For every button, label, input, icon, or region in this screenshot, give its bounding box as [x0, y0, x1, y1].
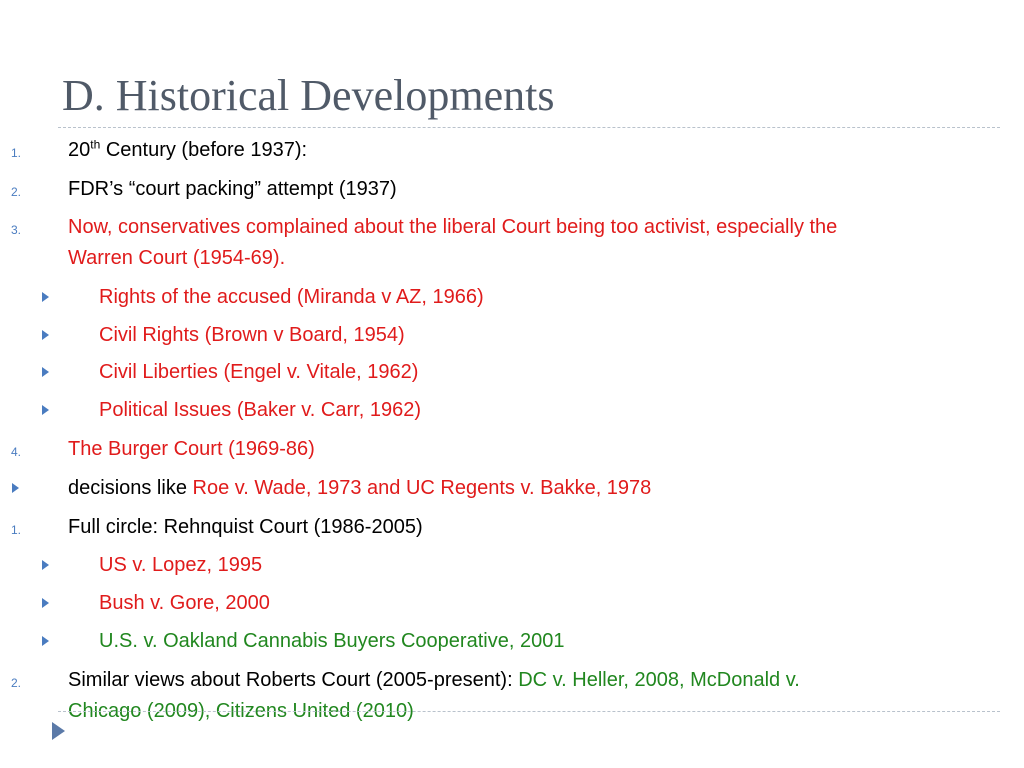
footer-divider [58, 711, 1000, 712]
slide-title: D. Historical Developments [62, 71, 555, 120]
list-text-continued: Chicago (2009), Citizens United (2010) [68, 700, 414, 722]
list-text: Full circle: Rehnquist Court (1986-2005) [68, 516, 423, 538]
triangle-right-icon [42, 405, 49, 415]
list-text: FDR’s “court packing” attempt (1937) [68, 178, 397, 200]
list-text: Now, conservatives complained about the liberal Court being too activist, especially the [68, 216, 838, 238]
triangle-right-icon [42, 560, 49, 570]
list-text: Similar views about Roberts Court (2005-present): DC v. Heller, 2008, McDonald v. [68, 669, 800, 691]
sub-bullet-text: Rights of the accused (Miranda v AZ, 1966) [99, 286, 484, 308]
bullet-text: decisions like Roe v. Wade, 1973 and UC Regents v. Bakke, 1978 [68, 477, 652, 499]
list-text: 20th Century (before 1937): [68, 137, 308, 161]
triangle-right-icon [12, 483, 19, 493]
list-number: 1. [11, 523, 22, 537]
sub-bullet-text: Political Issues (Baker v. Carr, 1962) [99, 399, 421, 421]
list-text-continued: Warren Court (1954-69). [68, 247, 286, 269]
list-number: 2. [11, 676, 22, 690]
list-number: 3. [11, 223, 22, 237]
sub-bullet-text: Bush v. Gore, 2000 [99, 592, 270, 614]
sub-bullet-text: Civil Liberties (Engel v. Vitale, 1962) [99, 361, 419, 383]
triangle-right-icon [42, 367, 49, 377]
triangle-right-icon [42, 636, 49, 646]
sub-bullet-text: U.S. v. Oakland Cannabis Buyers Cooperative, 2001 [99, 630, 565, 652]
list-number: 2. [11, 185, 22, 199]
play-icon[interactable] [52, 722, 65, 740]
list-number: 1. [11, 146, 22, 160]
list-number: 4. [11, 445, 22, 459]
triangle-right-icon [42, 598, 49, 608]
sub-bullet-text: US v. Lopez, 1995 [99, 554, 263, 576]
triangle-right-icon [42, 330, 49, 340]
sub-bullet-text: Civil Rights (Brown v Board, 1954) [99, 324, 405, 346]
list-text: The Burger Court (1969-86) [68, 438, 315, 460]
triangle-right-icon [42, 292, 49, 302]
